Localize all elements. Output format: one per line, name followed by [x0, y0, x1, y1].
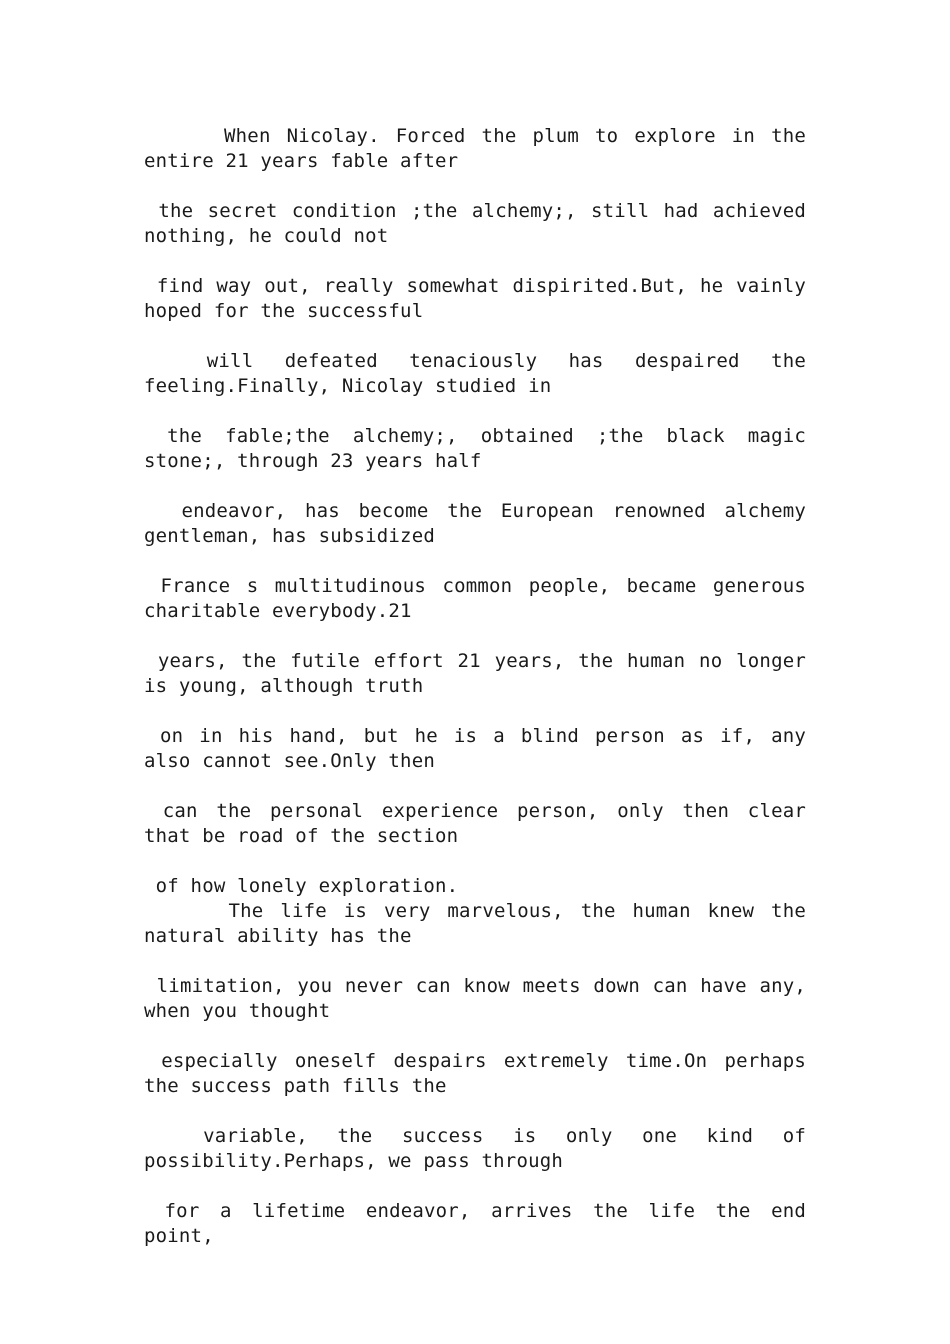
paragraph: When Nicolay. Forced the plum to explore in the entire 21 years fable after [144, 125, 818, 172]
paragraph: can the personal experience person, only then clear that be road of the section [144, 800, 818, 847]
paragraph: endeavor, has become the European renowned alchemy gentleman, has subsidized [144, 500, 818, 547]
paragraph: on in his hand, but he is a blind person as if, any also cannot see.Only then [144, 725, 818, 772]
paragraph: the secret condition ;the alchemy;, still had achieved nothing, he could not [144, 200, 818, 247]
paragraph: years, the futile effort 21 years, the human no longer is young, although truth [144, 650, 818, 697]
paragraph: will defeated tenaciously has despaired the feeling.Finally, Nicolay studied in [144, 350, 818, 397]
paragraph: variable, the success is only one kind of possibility.Perhaps, we pass through [144, 1125, 818, 1172]
paragraph: limitation, you never can know meets down can have any, when you thought [144, 975, 818, 1022]
paragraph: especially oneself despairs extremely time.On perhaps the success path fills the [144, 1050, 818, 1097]
paragraph: The life is very marvelous, the human knew the natural ability has the [144, 900, 818, 947]
document-page [144, 124, 818, 1274]
paragraph: find way out, really somewhat dispirited.But, he vainly hoped for the successful [144, 275, 818, 322]
paragraph: France s multitudinous common people, became generous charitable everybody.21 [144, 575, 818, 622]
paragraph: the fable;the alchemy;, obtained ;the black magic stone;, through 23 years half [144, 425, 818, 472]
paragraph: of how lonely exploration. [144, 875, 459, 897]
paragraph: for a lifetime endeavor, arrives the life the end point, [144, 1200, 818, 1247]
